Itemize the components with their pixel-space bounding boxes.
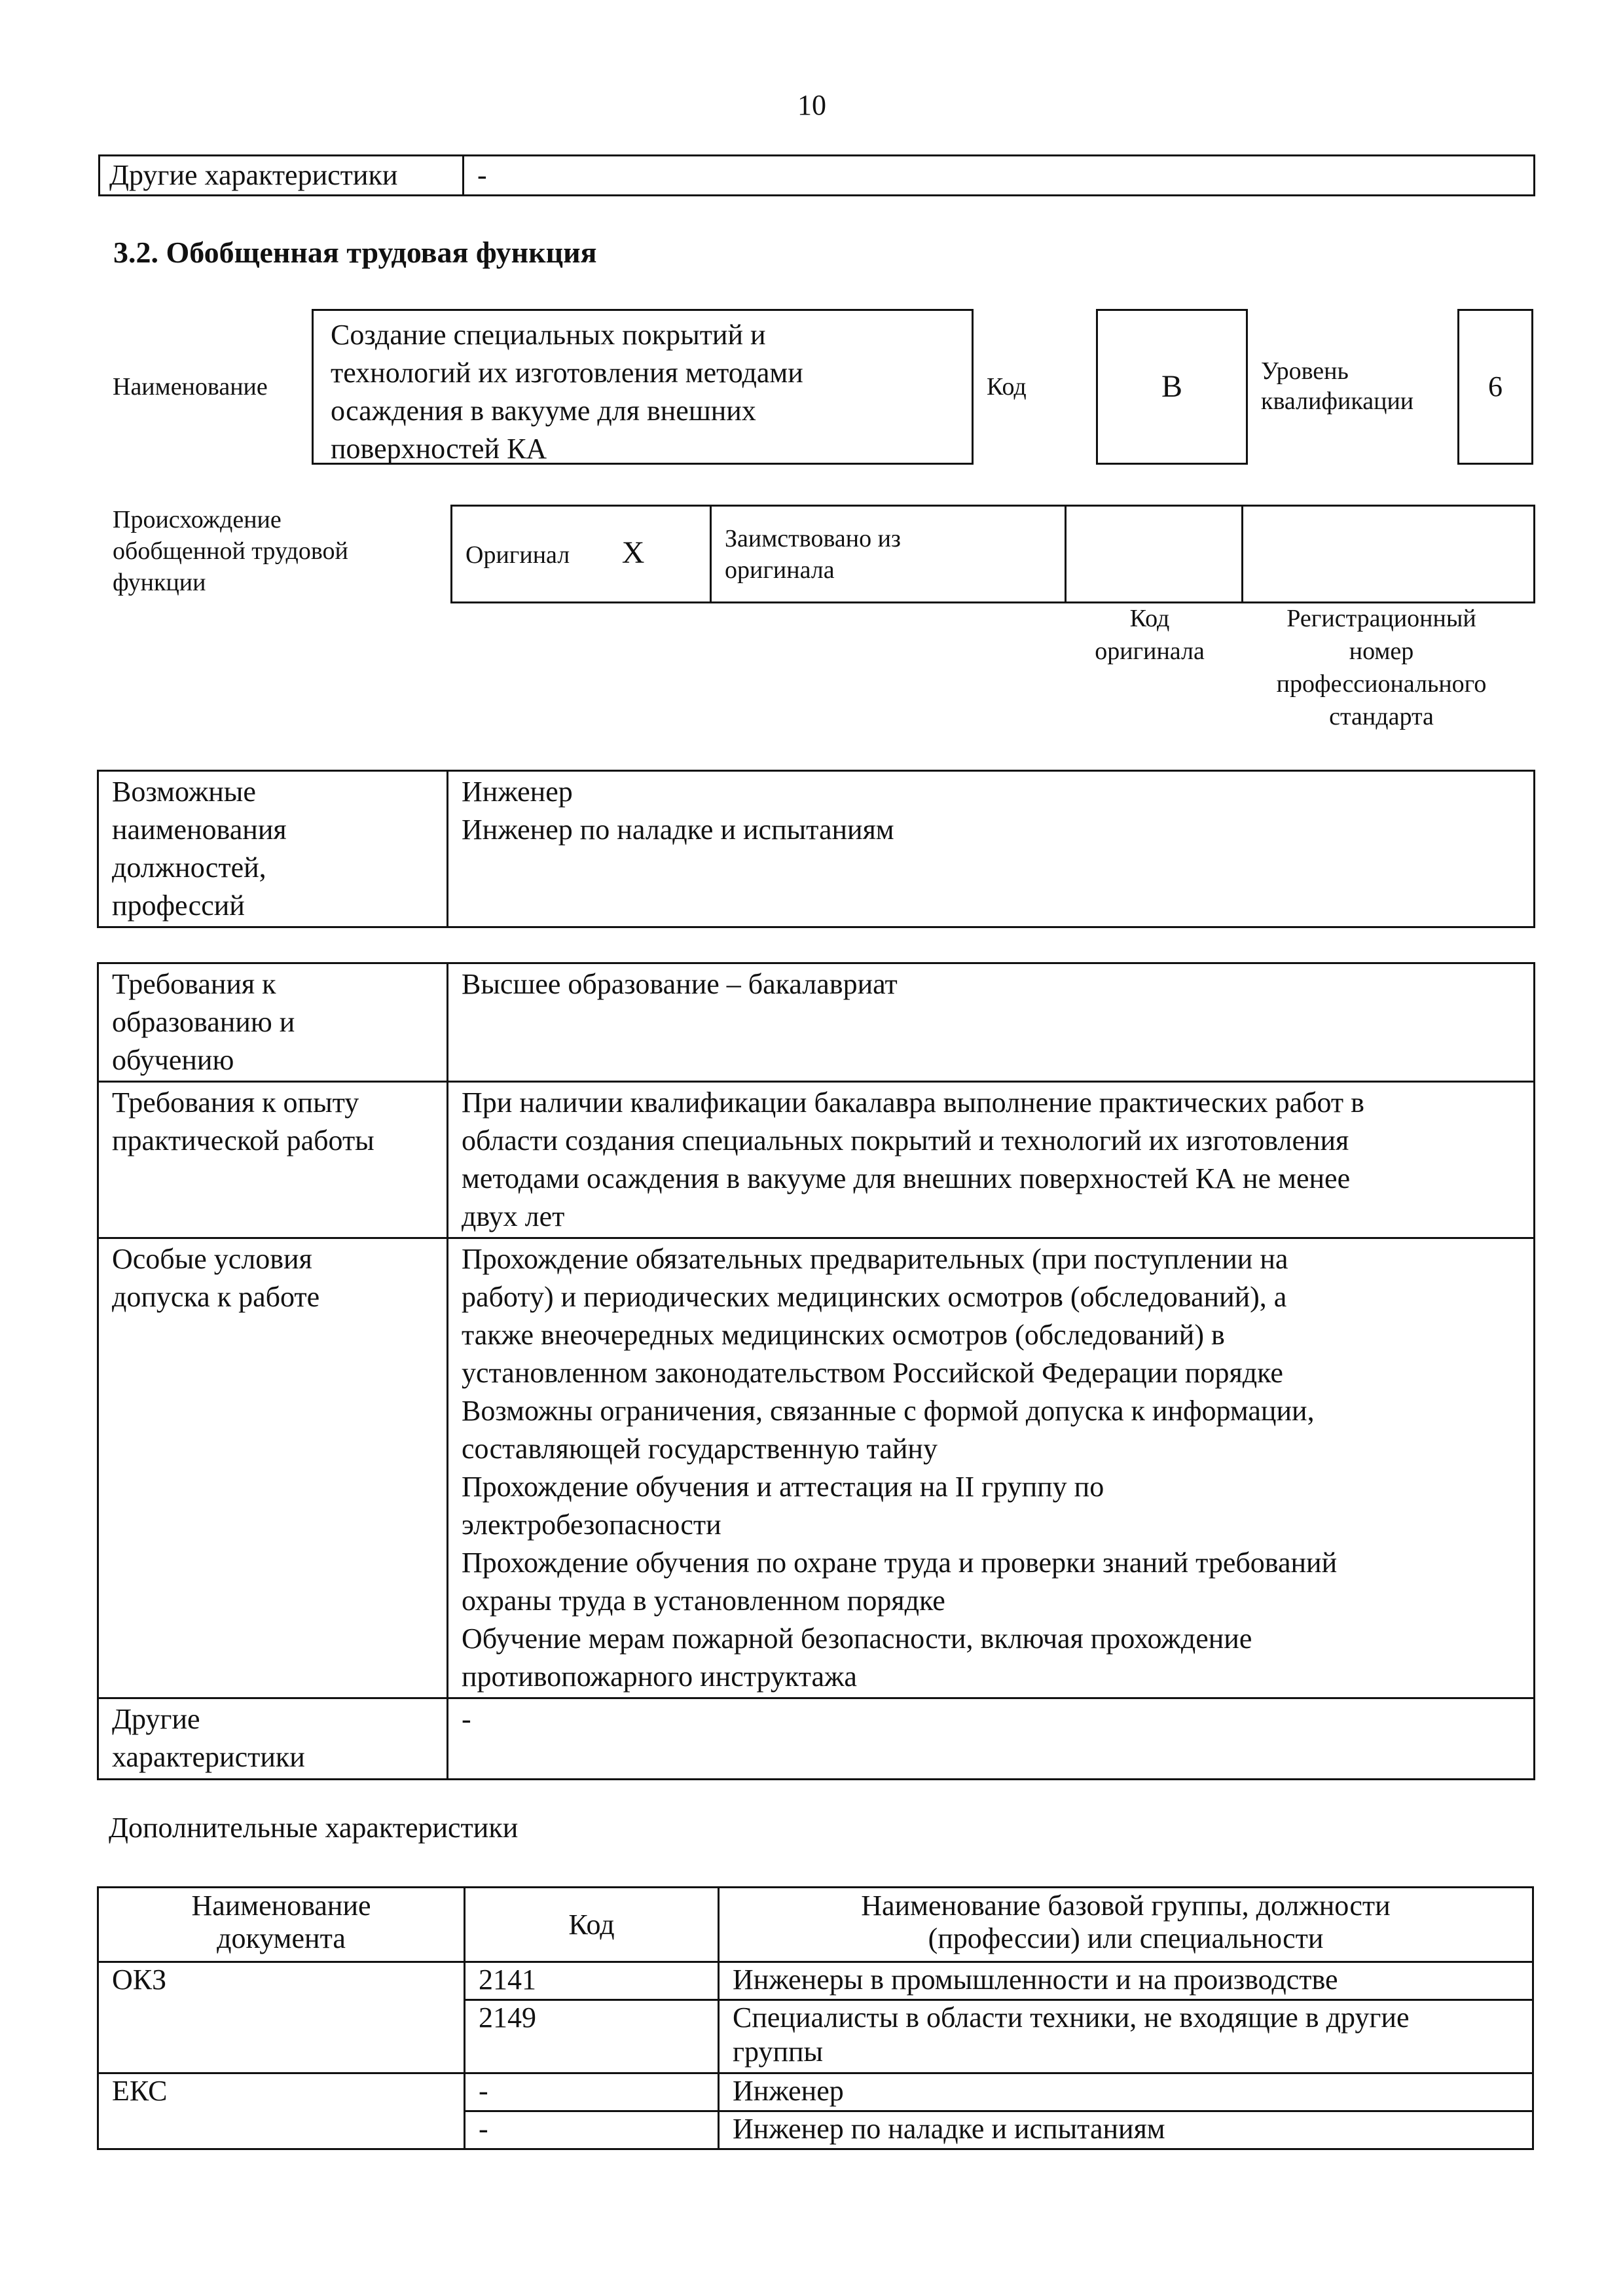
additional-code-cell: -: [465, 2073, 719, 2111]
function-name-box: [312, 309, 974, 465]
requirement-label: [98, 1698, 448, 1780]
origin-code-caption-line: Код: [1129, 605, 1170, 632]
origin-reg-caption-line: номер: [1349, 637, 1414, 665]
additional-name-line: Специалисты в области техники, не входящие в другие: [733, 2001, 1410, 2034]
positions-label-line: профессий: [112, 889, 245, 922]
additional-header-line: Наименование: [191, 1890, 371, 1922]
origin-original-label: Оригинал: [465, 541, 570, 569]
requirement-label-line: Особые условия: [112, 1243, 312, 1275]
requirement-label-line: Другие: [112, 1703, 200, 1735]
origin-reg-caption-line: Регистрационный: [1286, 605, 1476, 632]
origin-reg-number-cell: [1243, 506, 1535, 603]
requirement-value: [448, 1082, 1535, 1238]
function-name-line: Создание специальных покрытий и: [331, 319, 766, 351]
function-name-line: осаждения в вакууме для внешних: [331, 395, 756, 427]
origin-borrowed-cell: [711, 506, 1066, 603]
section-title: 3.2. Обобщенная трудовая функция: [113, 236, 597, 269]
requirement-value-line: Прохождение обязательных предварительных (при поступлении на: [462, 1243, 1288, 1275]
function-code-value: B: [1096, 309, 1248, 465]
requirement-label-line: Требования к: [112, 968, 276, 1000]
additional-name-cell: [719, 2111, 1533, 2149]
origin-table: [450, 505, 1535, 603]
function-name-label: Наименование: [113, 373, 268, 401]
requirement-value-line: также внеочередных медицинских осмотров (обследований) в: [462, 1319, 1225, 1351]
requirement-label: [98, 963, 448, 1082]
requirement-row: [98, 1238, 1535, 1698]
requirement-value-line: При наличии квалификации бакалавра выполнение практических работ в: [462, 1086, 1364, 1119]
additional-header-line: Код: [568, 1908, 615, 1941]
requirement-row: [98, 1698, 1535, 1780]
requirement-value: [448, 1698, 1535, 1780]
requirement-value-line: Обучение мерам пожарной безопасности, включая прохождение: [462, 1623, 1252, 1655]
additional-header-row: [98, 1888, 1533, 1962]
requirement-value-line: двух лет: [462, 1200, 565, 1232]
qualification-level-label-line: квалификации: [1261, 387, 1414, 415]
additional-header-name: [719, 1888, 1533, 1962]
requirement-label-line: характеристики: [112, 1741, 305, 1773]
origin-reg-caption-line: стандарта: [1329, 703, 1434, 730]
origin-label-line: Происхождение: [113, 506, 282, 533]
origin-borrowed-line: оригинала: [725, 556, 835, 584]
requirement-value-line: области создания специальных покрытий и технологий их изготовления: [462, 1124, 1349, 1157]
requirement-value-line: методами осаждения в вакууме для внешних поверхностей КА не менее: [462, 1162, 1351, 1194]
requirement-value-line: составляющей государственную тайну: [462, 1433, 938, 1465]
requirements-table: [97, 962, 1535, 1780]
top-other-value: -: [464, 156, 1535, 196]
origin-label: [113, 504, 348, 598]
additional-header-doc: [98, 1888, 465, 1962]
positions-values: [448, 771, 1535, 927]
function-code-label: Код: [987, 373, 1027, 401]
requirement-value-line: Прохождение обучения и аттестация на II группу по: [462, 1471, 1104, 1503]
additional-code-cell: 2149: [465, 2000, 719, 2073]
origin-reg-caption: [1231, 602, 1532, 733]
origin-code-caption-line: оригинала: [1095, 637, 1205, 665]
additional-name-cell: [719, 1962, 1533, 2000]
additional-name-line: Инженер по наладке и испытаниям: [733, 2113, 1165, 2145]
additional-header-line: (профессии) или специальности: [928, 1922, 1324, 1954]
origin-label-line: функции: [113, 569, 206, 596]
additional-header-line: Наименование базовой группы, должности: [861, 1890, 1391, 1922]
requirement-row: [98, 963, 1535, 1082]
additional-code-cell: -: [465, 2111, 719, 2149]
origin-reg-caption-line: профессионального: [1276, 670, 1487, 698]
additional-name-line: Инженеры в промышленности и на производстве: [733, 1964, 1338, 1996]
requirement-value-line: работу) и периодических медицинских осмотров (обследований), а: [462, 1281, 1287, 1313]
additional-row: [98, 2073, 1533, 2111]
requirement-value-line: электробезопасности: [462, 1509, 721, 1541]
requirement-label-line: Требования к опыту: [112, 1086, 359, 1119]
requirement-label-line: образованию и: [112, 1006, 295, 1038]
origin-original-mark: X: [621, 535, 645, 570]
requirement-label: [98, 1082, 448, 1238]
requirement-row: [98, 1082, 1535, 1238]
requirement-label-line: практической работы: [112, 1124, 374, 1157]
additional-title: Дополнительные характеристики: [109, 1812, 519, 1844]
origin-borrowed-line: Заимствовано из: [725, 524, 901, 552]
top-other-characteristics-table: [98, 154, 1535, 196]
additional-header-line: документа: [217, 1922, 346, 1954]
qualification-level-label-line: Уровень: [1261, 357, 1349, 385]
requirement-value: [448, 1238, 1535, 1698]
function-name-line: поверхностей КА: [331, 433, 547, 465]
positions-label-line: Возможные: [112, 776, 256, 808]
function-name-line: технологий их изготовления методами: [331, 357, 803, 389]
additional-doc-cell: ОКЗ: [98, 1962, 465, 2073]
position-item: Инженер по наладке и испытаниям: [462, 814, 894, 846]
origin-code-caption: [1058, 602, 1241, 668]
page-number: 10: [797, 89, 826, 121]
top-other-label: Другие характеристики: [100, 156, 464, 196]
additional-name-cell: [719, 2000, 1533, 2073]
requirement-label-line: допуска к работе: [112, 1281, 320, 1313]
additional-code-cell: 2141: [465, 1962, 719, 2000]
additional-name-line: Инженер: [733, 2075, 844, 2107]
requirement-value: [448, 963, 1535, 1082]
additional-doc-cell: ЕКС: [98, 2073, 465, 2149]
qualification-level-value: 6: [1457, 309, 1533, 465]
additional-table: [97, 1886, 1534, 2150]
requirement-value-line: Прохождение обучения по охране труда и проверки знаний требований: [462, 1547, 1338, 1579]
positions-table: [97, 770, 1535, 928]
requirement-label-line: обучению: [112, 1044, 234, 1076]
positions-label-line: должностей,: [112, 852, 266, 884]
position-item: Инженер: [462, 776, 573, 808]
origin-original-cell: [452, 506, 711, 603]
origin-code-cell: [1066, 506, 1243, 603]
requirement-value-line: Возможны ограничения, связанные с формой допуска к информации,: [462, 1395, 1315, 1427]
qualification-level-label: [1261, 356, 1413, 416]
requirement-label: [98, 1238, 448, 1698]
requirement-value-line: охраны труда в установленном порядке: [462, 1585, 945, 1617]
additional-row: [98, 1962, 1533, 2000]
requirement-value-line: -: [462, 1703, 471, 1735]
additional-name-line: группы: [733, 2036, 824, 2068]
positions-label-line: наименования: [112, 814, 287, 846]
requirement-value-line: противопожарного инструктажа: [462, 1660, 857, 1693]
additional-header-code: [465, 1888, 719, 1962]
requirement-value-line: установленном законодательством Российской Федерации порядке: [462, 1357, 1283, 1389]
origin-label-line: обобщенной трудовой: [113, 537, 348, 565]
requirement-value-line: Высшее образование – бакалавриат: [462, 968, 898, 1000]
additional-name-cell: [719, 2073, 1533, 2111]
positions-label: [98, 771, 448, 927]
